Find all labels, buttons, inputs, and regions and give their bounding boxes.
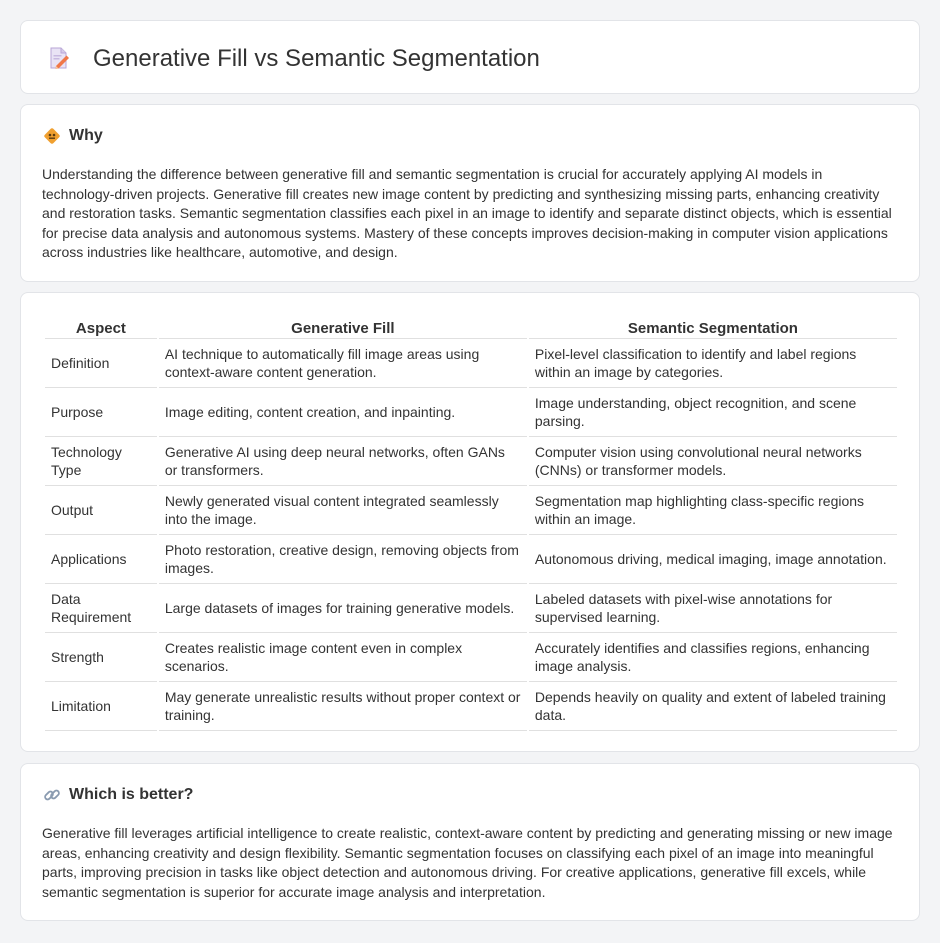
better-title: Which is better? — [69, 786, 194, 803]
table-row — [45, 388, 897, 437]
semantic-segmentation-cell: Pixel-level classification to identify and label regions within an image by categories. — [529, 339, 897, 388]
column-header: Aspect — [45, 313, 157, 339]
why-title: Why — [69, 127, 103, 144]
generative-fill-cell: Large datasets of images for training generative models. — [159, 584, 527, 633]
generative-fill-cell: Photo restoration, creative design, removing objects from images. — [159, 535, 527, 584]
why-heading — [43, 127, 103, 145]
table-row — [45, 437, 897, 486]
diamond-sign-icon — [43, 127, 61, 145]
generative-fill-cell: Newly generated visual content integrated seamlessly into the image. — [159, 486, 527, 535]
aspect-cell: Output — [45, 486, 157, 535]
better-heading — [43, 786, 193, 804]
page-title: Generative Fill vs Semantic Segmentation — [93, 45, 540, 72]
aspect-cell: Purpose — [45, 388, 157, 437]
document-pencil-icon — [47, 46, 71, 70]
better-text: Generative fill leverages artificial intelligence to create realistic, context-aware content by predicting and generating missing or new image areas, enhancing creativity and design flexibility. Semantic segmentation focuses on classifying each pixel of an image into meaningful parts, improving precision in tasks like object detection and autonomous driving. For creative applications, generative fill excels, while semantic segmentation is superior for accurate image analysis and interpretation. — [42, 825, 893, 900]
generative-fill-cell: May generate unrealistic results without proper context or training. — [159, 682, 527, 731]
semantic-segmentation-cell: Depends heavily on quality and extent of labeled training data. — [529, 682, 897, 731]
table-header-row — [45, 313, 897, 339]
why-section — [20, 104, 920, 282]
comparison-table — [43, 313, 899, 731]
header-card — [20, 20, 920, 94]
generative-fill-cell: Generative AI using deep neural networks, often GANs or transformers. — [159, 437, 527, 486]
semantic-segmentation-cell: Autonomous driving, medical imaging, image annotation. — [529, 535, 897, 584]
table-row — [45, 486, 897, 535]
table-row — [45, 584, 897, 633]
aspect-cell: Data Requirement — [45, 584, 157, 633]
link-icon — [43, 786, 61, 804]
semantic-segmentation-cell: Computer vision using convolutional neural networks (CNNs) or transformer models. — [529, 437, 897, 486]
table-row — [45, 633, 897, 682]
which-better-section — [20, 763, 920, 921]
comparison-card — [20, 292, 920, 752]
why-text: Understanding the difference between generative fill and semantic segmentation is crucial for accurately applying AI models in technology-driven projects. Generative fill creates new image content by predicting and synthesizing missing parts, enhancing creativity and restoration tasks. Semantic segmentation classifies each pixel in an image to identify and separate distinct objects, which is essential for precise data analysis and autonomous systems. Mastery of these concepts improves decision-making in computer vision applications across industries like healthcare, automotive, and design. — [42, 166, 892, 260]
semantic-segmentation-cell: Accurately identifies and classifies regions, enhancing image analysis. — [529, 633, 897, 682]
generative-fill-cell: AI technique to automatically fill image areas using context-aware content generation. — [159, 339, 527, 388]
table-row — [45, 682, 897, 731]
aspect-cell: Limitation — [45, 682, 157, 731]
table-row — [45, 339, 897, 388]
table-row — [45, 535, 897, 584]
aspect-cell: Definition — [45, 339, 157, 388]
semantic-segmentation-cell: Segmentation map highlighting class-specific regions within an image. — [529, 486, 897, 535]
semantic-segmentation-cell: Image understanding, object recognition, and scene parsing. — [529, 388, 897, 437]
column-header: Semantic Segmentation — [529, 313, 897, 339]
aspect-cell: Applications — [45, 535, 157, 584]
column-header: Generative Fill — [159, 313, 527, 339]
semantic-segmentation-cell: Labeled datasets with pixel-wise annotations for supervised learning. — [529, 584, 897, 633]
aspect-cell: Strength — [45, 633, 157, 682]
generative-fill-cell: Image editing, content creation, and inpainting. — [159, 388, 527, 437]
generative-fill-cell: Creates realistic image content even in complex scenarios. — [159, 633, 527, 682]
aspect-cell: Technology Type — [45, 437, 157, 486]
